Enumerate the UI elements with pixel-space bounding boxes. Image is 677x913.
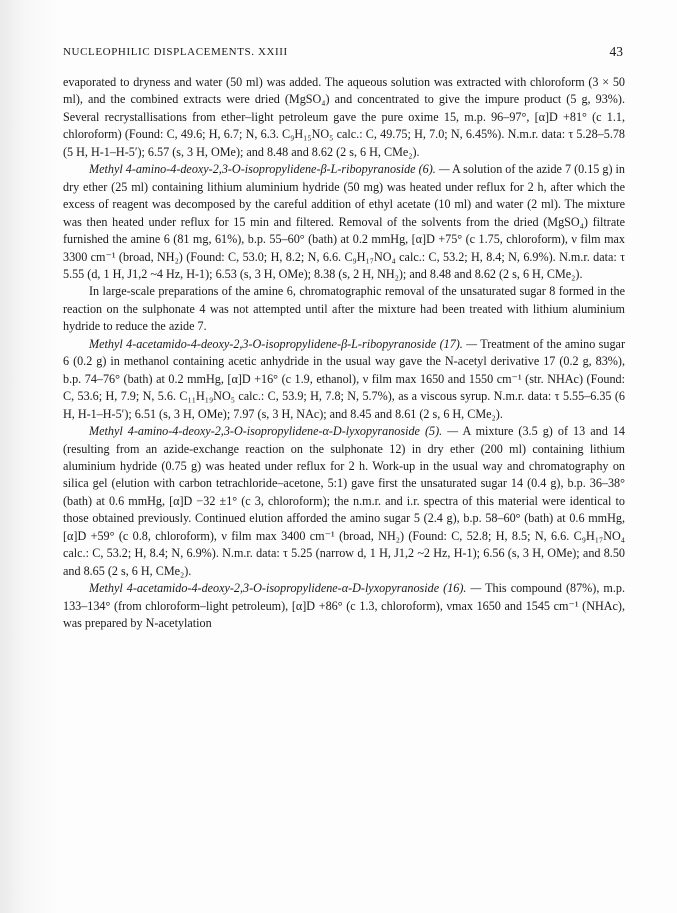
running-head-title: NUCLEOPHILIC DISPLACEMENTS. XXIII [63,46,288,58]
paragraph-text: A mixture (3.5 g) of 13 and 14 (resulting from an azide-exchange reaction on the sulphonate 12) in dry ether (200 ml) containing lithium aluminium hydride (0.75 g) was heated under reflux for 2 h. Work-up in the usual way and chromatography on silica gel (elution with carbon tetrachloride–acetone, 5:1) gave first the unsaturated sugar 14 (0.4 g), b.p. 36–38° (bath) at 0.6 mmHg, [α]D −32 ±1° (c 3, chloroform); the n.m.r. and i.r. spectra of this material were identical to those obtained previously. Continued elution afforded the amino sugar 5 (2.4 g), b.p. 58–60° (bath) at 0.6 mmHg, [α]D +59° (c 0.8, chloroform), ν film max 3400 cm⁻¹ (broad, NH₂) (Found: C, 52.8; H, 8.5; N, 6.6. C₉H₁₇NO₄ calc.: C, 53.2; H, 8.4; N, 6.9%). N.m.r. data: τ 5.25 (narrow d, 1 H, J1,2 ~2 Hz, H-1); 6.56 (s, 3 H, OMe); and 8.50 and 8.65 (2 s, 6 H, CMe₂). [63,424,625,578]
paragraph-text: evaporated to dryness and water (50 ml) was added. The aqueous solution was extracted with chloroform (3 × 50 ml), and the combined extracts were dried (MgSO₄) and concentrated to give the impure product (5 g, 93%). Several recrystallisations from ether–light petroleum gave the pure oxime 15, m.p. 96–97°, [α]D +81° (c 1.1, chloroform) (Found: C, 49.6; H, 6.7; N, 6.3. C₉H₁₅NO₅ calc.: C, 49.75; H, 7.0; N, 6.45%). N.m.r. data: τ 5.28–5.78 (5 H, H-1–H-5′); 6.57 (s, 3 H, OMe); and 8.48 and 8.62 (2 s, 6 H, CMe₂). [63,75,625,159]
compound-heading: Methyl 4-acetamido-4-deoxy-2,3-O-isopropylidene-α-D-lyxopyranoside (16). — [89,581,482,596]
paragraph-amine-6 [63,161,625,283]
binding-gutter [0,0,58,913]
compound-heading: Methyl 4-amino-4-deoxy-2,3-O-isopropylidene-α-D-lyxopyranoside (5). — [89,424,459,439]
paragraph-oxime [63,74,625,161]
compound-heading: Methyl 4-amino-4-deoxy-2,3-O-isopropylidene-β-L-ribopyranoside (6). — [89,162,450,177]
paragraph-text: This compound (87%), m.p. 133–134° (from chloroform–light petroleum), [α]D +86° (c 1.3, chloroform), νmax 1650 and 1545 cm⁻¹ (NHAc), was prepared by N-acetylation [63,581,625,631]
running-header [63,44,623,62]
paragraph-large-scale [63,283,625,335]
paragraph-amine-5 [63,423,625,580]
body-text [63,74,625,633]
paragraph-text: A solution of the azide 7 (0.15 g) in dry ether (25 ml) containing lithium aluminium hydride (50 mg) was heated under reflux for 2 h, after which the excess of reagent was decomposed by the careful addition of ethyl acetate (10 ml) and water (2 ml). The mixture was then heated under reflux for 15 min and filtered. Removal of the solvents from the dried (MgSO₄) filtrate furnished the amine 6 (81 mg, 61%), b.p. 55–60° (bath) at 0.2 mmHg, [α]D +75° (c 1.75, chloroform), ν film max 3300 cm⁻¹ (broad, NH₂) (Found: C, 53.0; H, 8.2; N, 6.6. C₉H₁₇NO₄ calc.: C, 53.2; H, 8.4; N, 6.9%). N.m.r. data: τ 5.55 (d, 1 H, J1,2 ~4 Hz, H-1); 6.53 (s, 3 H, OMe); 8.38 (s, 2 H, NH₂); and 8.48 and 8.62 (2 s, 6 H, CMe₂). [63,162,625,281]
paragraph-acetamido-17 [63,336,625,423]
page-number: 43 [609,44,623,59]
compound-heading: Methyl 4-acetamido-4-deoxy-2,3-O-isopropylidene-β-L-ribopyranoside (17). — [89,336,478,351]
paragraph-acetamido-16 [63,580,625,632]
paragraph-text: Treatment of the amino sugar 6 (0.2 g) in methanol containing acetic anhydride in the usual way gave the N-acetyl derivative 17 (0.2 g, 83%), b.p. 74–76° (bath) at 0.2 mmHg, [α]D +16° (c 1.9, ethanol), ν film max 1650 and 1550 cm⁻¹ (str. NHAc) (Found: C, 53.6; H, 7.9; N, 5.6. C₁₁H₁₉NO₅ calc.: C, 53.9; H, 7.8; N, 5.7%), as a viscous syrup. N.m.r. data: τ 5.55–6.35 (6 H, H-1–H-5′); 6.51 (s, 3 H, OMe); 7.97 (s, 3 H, NAc); and 8.45 and 8.61 (2 s, 6 H, CMe₂). [63,336,625,421]
paragraph-text: In large-scale preparations of the amine 6, chromatographic removal of the unsaturated sugar 8 formed in the reaction on the sulphonate 4 was not attempted until after the mixture had been treated with lithium aluminium hydride to reduce the azide 7. [63,284,625,334]
